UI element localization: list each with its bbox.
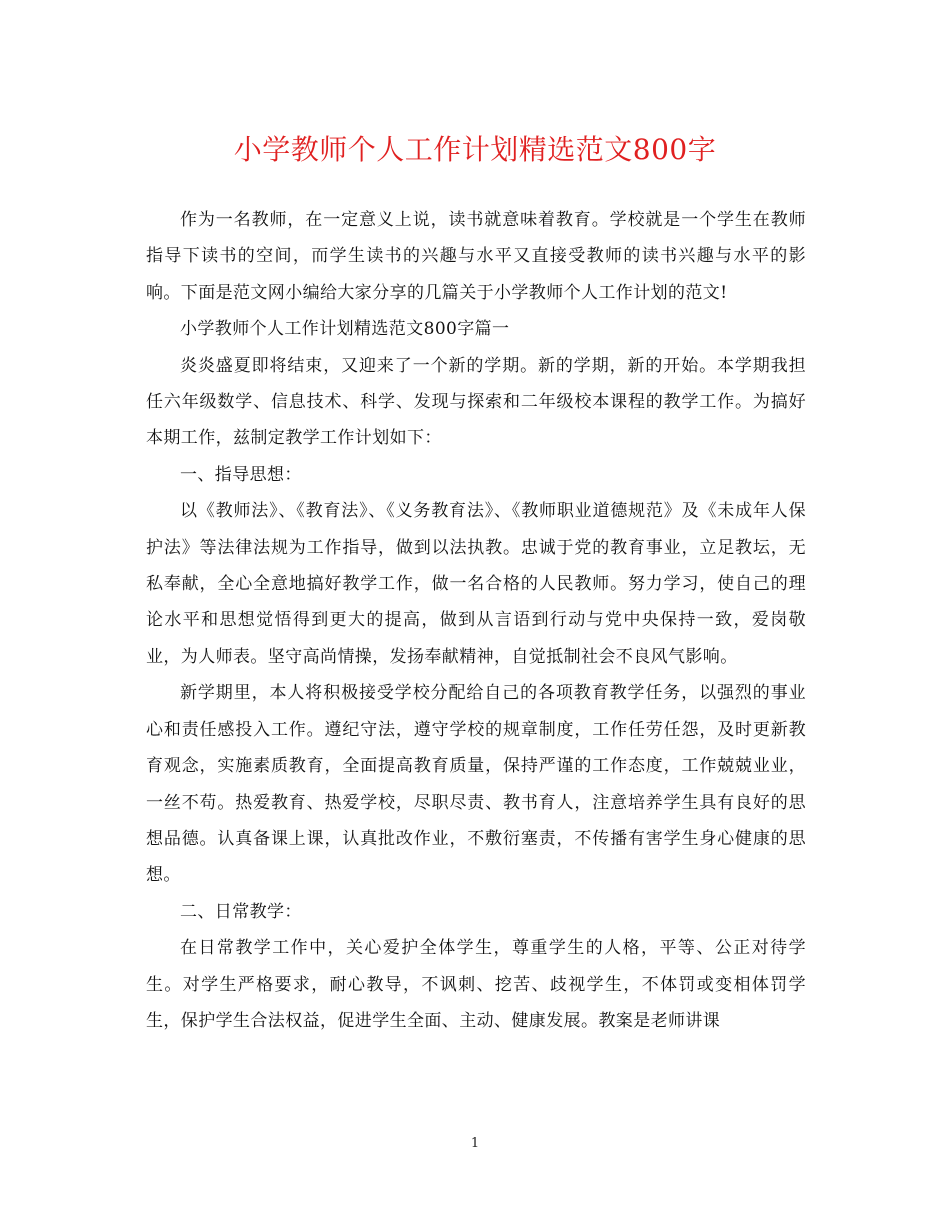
- page-number: 1: [470, 1136, 480, 1151]
- body-paragraph: 新学期里，本人将积极接受学校分配给自己的各项教育教学任务，以强烈的事业心和责任感投入工作。遵纪守法，遵守学校的规章制度，工作任劳任怨，及时更新教育观念，实施素质教育，全面提高教育质量，保持严谨的工作态度，工作兢兢业业，一丝不苟。热爱教育、热爱学校，尽职尽责、教书育人，注意培养学生具有良好的思想品德。认真备课上课，认真批改作业，不敷衍塞责，不传播有害学生身心健康的思想。: [146, 683, 806, 886]
- body-paragraph: 炎炎盛夏即将结束，又迎来了一个新的学期。新的学期，新的开始。本学期我担任六年级数学、信息技术、科学、发现与探索和二年级校本课程的教学工作。为搞好本期工作，兹制定教学工作计划如下：: [146, 355, 806, 449]
- section-heading-guiding-thought: 一、指导思想：: [180, 464, 302, 485]
- document-body: [146, 202, 806, 1039]
- document-title: 小学教师个人工作计划精选范文800字: [233, 133, 717, 166]
- section-heading-daily-teaching: 二、日常教学：: [180, 901, 302, 922]
- intro-paragraph: 作为一名教师，在一定意义上说，读书就意味着教育。学校就是一个学生在教师指导下读书的空间，而学生读书的兴趣与水平又直接受教师的读书兴趣与水平的影响。下面是范文网小编给大家分享的几篇关于小学教师个人工作计划的范文!: [146, 210, 806, 303]
- article-subtitle: 小学教师个人工作计划精选范文800字篇一: [180, 319, 510, 340]
- body-paragraph: 在日常教学工作中，关心爱护全体学生，尊重学生的人格，平等、公正对待学生。对学生严格要求，耐心教导，不讽刺、挖苦、歧视学生，不体罚或变相体罚学生，保护学生合法权益，促进学生全面、主动、健康发展。教案是老师讲课: [146, 938, 806, 1031]
- body-paragraph: 以《教师法》、《教育法》、《义务教育法》、《教师职业道德规范》及《未成年人保护法》等法律法规为工作指导，做到以法执教。忠诚于党的教育事业，立足教坛，无私奉献，全心全意地搞好教学工作，做一名合格的人民教师。努力学习，使自己的理论水平和思想觉悟得到更大的提高，做到从言语到行动与党中央保持一致，爱岗敬业，为人师表。坚守高尚情操，发扬奉献精神，自觉抵制社会不良风气影响。: [146, 501, 806, 667]
